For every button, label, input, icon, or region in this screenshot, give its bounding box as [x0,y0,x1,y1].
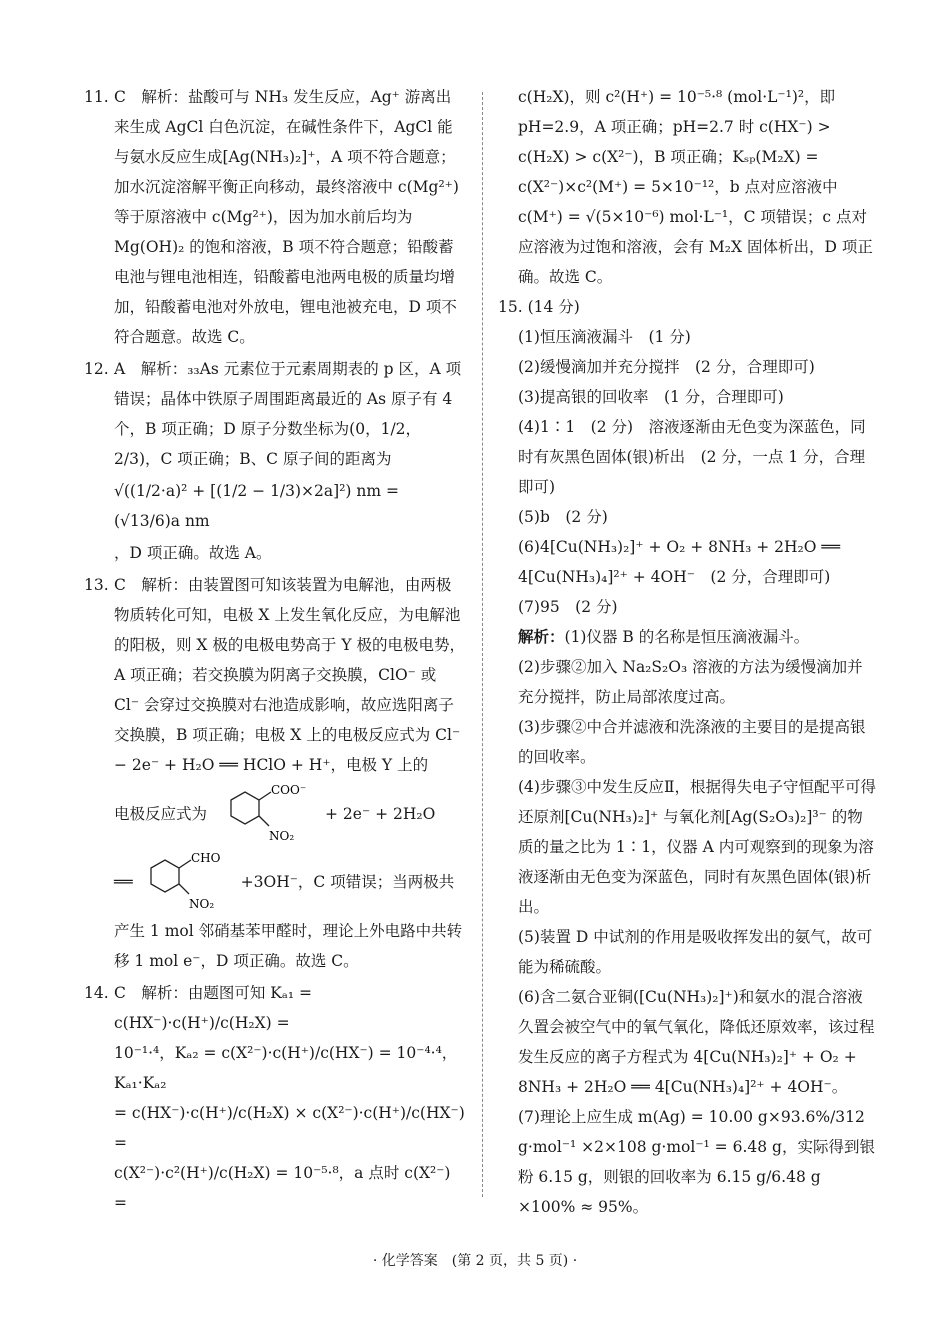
question-12 [84,354,466,568]
question-score: (14 分) [527,298,580,316]
answer-text: C 解析：由装置图可知该装置为电解池，由两极物质转化可知，电极 X 上发生氧化反应，为电解池的阳极，则 X 极的电极电势高于 Y 极的电极电势，A 项正确；若交换膜为阴离子交换膜，ClO⁻ 或 Cl⁻ 会穿过交换膜对右池造成影响，故应选阳离子交换膜，B 项正确；电极 X 上的电极反应式为 Cl⁻ − 2e⁻ + H₂O ══ HClO + H⁺，电极 Y 上的 [114,576,465,774]
answer-text-continued: ，D 项正确。故选 A。 [114,544,272,562]
group-top: COO⁻ [271,783,307,797]
question-number: 14. [84,984,109,1002]
answer-item: (5)b (2 分) [518,508,608,526]
electrode-equation-row-2 [114,848,466,916]
equation-rhs: + 2e⁻ + 2H₂O [325,805,436,823]
analysis-item: (6)含二氨合亚铜([Cu(NH₃)₂]⁺)和氨水的混合溶液久置会被空气中的氧气氧化，降低还原效率，该过程发生反应的离子方程式为 4[Cu(NH₃)₂]⁺ + O₂ + 8NH₃ + 2H₂O ══ 4[Cu(NH₃)₄]²⁺ + 4OH⁻。 [518,988,875,1096]
analysis-item: (7)理论上应生成 m(Ag) = 10.00 g×93.6%/312 g·mol⁻¹ ×2×108 g·mol⁻¹ = 6.48 g，实际得到银粉 6.15 g，则银的回收率为 6.15 g/6.48 g ×100% ≈ 95%。 [518,1108,875,1216]
q14-continued: c(H₂X)，则 c²(H⁺) = 10⁻⁵·⁸ (mol·L⁻¹)²，即 pH=2.9，A 项正确；pH=2.7 时 c(HX⁻) > c(H₂X) > c(X²⁻)，B 项正确；Kₛₚ(M₂X) = c(X²⁻)×c²(M⁺) = 5×10⁻¹²，b 点对应溶液中 c(M⁺) = √(5×10⁻⁶) mol·L⁻¹，C 项错误；c 点对应溶液为过饱和溶液，会有 M₂X 固体析出，D 项正确。故选 C。 [518,88,873,286]
group-top: CHO [190,851,221,865]
question-number: 13. [84,576,109,594]
page-footer: · 化学答案 (第 2 页，共 5 页) · [372,1253,578,1269]
answer-item: (1)恒压滴液漏斗 (1 分) [518,328,691,346]
question-13 [84,570,466,976]
question-number: 11. [84,88,109,106]
analysis-label: 解析： [518,627,565,646]
electrode-equation-row-1 [114,780,466,848]
answer-item: (6)4[Cu(NH₃)₂]⁺ + O₂ + 8NH₃ + 2H₂O ══ 4[Cu(NH₃)₄]²⁺ + 4OH⁻ (2 分，合理即可) [518,538,841,586]
question-11 [84,82,466,352]
question-15 [498,292,876,1222]
question-number: 15. [498,298,523,316]
analysis-section [498,622,876,1222]
answer-text: C 解析：盐酸可与 NH₃ 发生反应，Ag⁺ 游离出来生成 AgCl 白色沉淀，在碱性条件下，AgCl 能与氨水反应生成[Ag(NH₃)₂]⁺，A 项不符合题意；加水沉淀溶解平衡正向移动，最终溶液中 c(Mg²⁺)等于原溶液中 c(Mg²⁺)，因为加水前后均为 Mg(OH)₂ 的饱和溶液，B 项不符合题意；铅酸蓄电池与锂电池相连，铅酸蓄电池两电极的质量均增加，铅酸蓄电池对外放电，锂电池被充电，D 项不符合题意。故选 C。 [114,88,459,346]
benzoate-structure [211,782,321,846]
answer-line: = c(HX⁻)·c(H⁺)/c(H₂X) × c(X²⁻)·c(H⁺)/c(HX⁻) = [114,1104,465,1152]
answer-text-continued: 产生 1 mol 邻硝基苯甲醛时，理论上外电路中共转移 1 mol e⁻，D 项正确。故选 C。 [114,922,463,970]
answer-line: C 解析：由题图可知 Kₐ₁ = c(HX⁻)·c(H⁺)/c(H₂X) = [114,984,312,1032]
aldehyde-structure [137,850,237,914]
analysis-item: (1)仪器 B 的名称是恒压滴液漏斗。 [564,628,810,646]
right-column [498,82,876,1224]
answer-list [498,322,876,622]
left-column [84,82,466,1220]
answer-item: (3)提高银的回收率 (1 分，合理即可) [518,388,784,406]
equation-rhs: +3OH⁻，C 项错误；当两极共 [240,873,455,891]
analysis-item: (2)步骤②加入 Na₂S₂O₃ 溶液的方法为缓慢滴加并充分搅拌，防止局部浓度过高。 [518,658,863,706]
analysis-item: (3)步骤②中合并滤液和洗涤液的主要目的是提高银的回收率。 [518,718,866,766]
equals-arrow: ══ [114,873,133,891]
group-bottom: NO₂ [188,897,214,911]
analysis-item: (5)装置 D 中试剂的作用是吸收挥发出的氨气，故可能为稀硫酸。 [518,928,873,976]
answer-text: A 解析：₃₃As 元素位于元素周期表的 p 区，A 项错误；晶体中铁原子周围距离最近的 As 原子有 4 个，B 项正确；D 原子分数坐标为(0，1/2，2/3)，C 项正确；B、C 原子间的距离为 [114,360,462,468]
equation-label: 电极反应式为 [114,805,208,823]
answer-line: c(X²⁻)·c²(H⁺)/c(H₂X) = 10⁻⁵·⁸，a 点时 c(X²⁻) = [114,1164,451,1212]
group-bottom: NO₂ [269,829,295,843]
answer-item: (2)缓慢滴加并充分搅拌 (2 分，合理即可) [518,358,815,376]
column-divider [482,92,483,1197]
answer-item: (7)95 (2 分) [518,598,618,616]
distance-formula: √((1/2·a)² + [(1/2 − 1/3)×2a]²) nm = (√13/6)a nm [114,482,399,530]
question-number: 12. [84,360,109,378]
answer-item: (4)1∶1 (2 分) 溶液逐渐由无色变为深蓝色，同时有灰黑色固体(银)析出 (2 分，一点 1 分，合理即可) [518,418,866,496]
question-14 [84,978,466,1218]
analysis-item: (4)步骤③中发生反应Ⅱ，根据得失电子守恒配平可得还原剂[Cu(NH₃)₂]⁺ 与氧化剂[Ag(S₂O₃)₂]³⁻ 的物质的量之比为 1∶1，仪器 A 内可观察到的现象为溶液逐渐由无色变为深蓝色，同时有灰黑色固体(银)析出。 [518,778,876,916]
answer-line: 10⁻¹·⁴，Kₐ₂ = c(X²⁻)·c(H⁺)/c(HX⁻) = 10⁻⁴·⁴，Kₐ₁·Kₐ₂ [114,1044,458,1092]
